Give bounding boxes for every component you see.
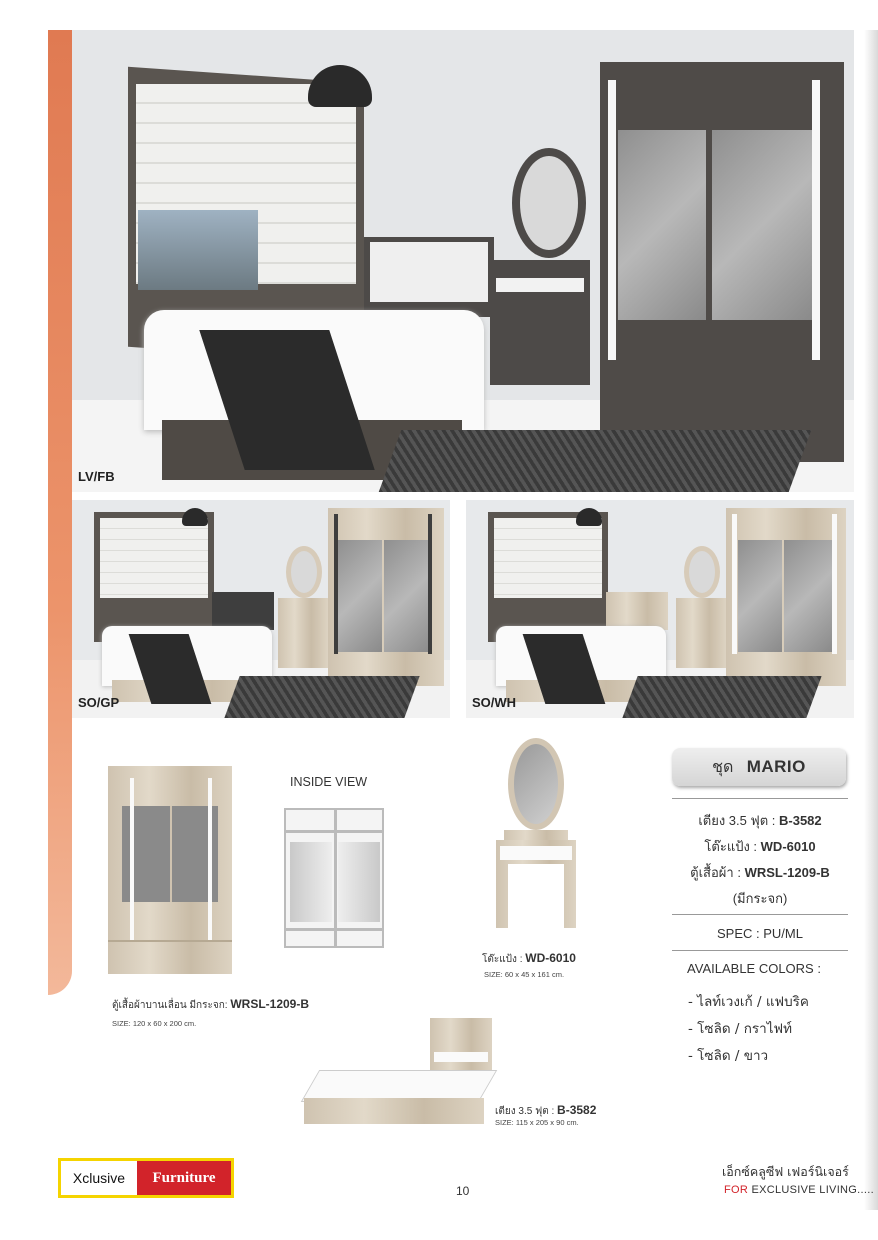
spec-material: SPEC : PU/ML	[717, 926, 803, 941]
spec-wardrobe: ตู้เสื้อผ้า : WRSL-1209-B	[690, 865, 830, 880]
brand-thai: เอ็กซ์คลูซีฟ เฟอร์นิเจอร์	[722, 1164, 849, 1179]
dresser-label: โต๊ะแป้ง :	[482, 954, 523, 965]
set-prefix: ชุด	[712, 759, 734, 776]
tagline-for: FOR	[724, 1184, 749, 1196]
photo-label-main: LV/FB	[78, 469, 115, 484]
tagline-rest: EXCLUSIVE LIVING.....	[751, 1184, 874, 1196]
inside-view-label: INSIDE VIEW	[290, 775, 368, 789]
dresser-code: WD-6010	[525, 951, 576, 965]
photo-label-so-gp: SO/GP	[78, 695, 120, 710]
wardrobe-illustration	[108, 766, 232, 974]
wardrobe-label: ตู้เสื้อผ้าบานเลื่อน มีกระจก:	[112, 1000, 228, 1011]
divider-top	[672, 798, 848, 799]
inside-view-illustration	[284, 808, 384, 948]
main-room-photo	[72, 30, 854, 492]
divider-mid	[672, 914, 848, 915]
dresser-caption	[482, 951, 576, 967]
page-number: 10	[456, 1184, 470, 1198]
dresser-illustration	[494, 738, 578, 928]
tagline	[724, 1184, 874, 1196]
bed-illustration	[304, 1018, 494, 1130]
spec-mirror-note: (มีกระจก)	[732, 891, 788, 906]
available-colors-title: AVAILABLE COLORS :	[687, 961, 821, 976]
page-edge-shadow	[864, 30, 878, 1210]
spec-bed: เตียง 3.5 ฟุต : B-3582	[698, 813, 822, 828]
color-option-1: - ไลท์เวงเก้ / แฟบริค	[688, 994, 809, 1010]
room-photo-so-gp	[72, 500, 450, 718]
set-name-box	[672, 748, 846, 786]
room-photo-so-wh	[466, 500, 854, 718]
bed-caption	[495, 1103, 596, 1119]
bed-size: SIZE: 115 x 205 x 90 cm.	[495, 1118, 579, 1127]
color-option-2: - โซลิด / กราไฟท์	[688, 1021, 792, 1037]
wardrobe-size: SIZE: 120 x 60 x 200 cm.	[112, 1019, 197, 1028]
logo-part-xclusive: Xclusive	[61, 1161, 137, 1195]
logo-part-furniture: Furniture	[137, 1161, 231, 1195]
photo-label-so-wh: SO/WH	[472, 695, 517, 710]
color-option-3: - โซลิด / ขาว	[688, 1048, 769, 1064]
set-name: MARIO	[746, 757, 806, 776]
xclusive-logo	[58, 1158, 234, 1198]
spec-dresser: โต๊ะแป้ง : WD-6010	[704, 839, 816, 854]
dresser-size: SIZE: 60 x 45 x 161 cm.	[484, 970, 565, 979]
divider-bottom	[672, 950, 848, 951]
bed-code: B-3582	[557, 1103, 597, 1117]
wardrobe-caption	[112, 997, 309, 1013]
wardrobe-code: WRSL-1209-B	[230, 997, 310, 1011]
orange-side-strip	[48, 30, 72, 995]
bed-label: เตียง 3.5 ฟุต :	[495, 1106, 555, 1117]
